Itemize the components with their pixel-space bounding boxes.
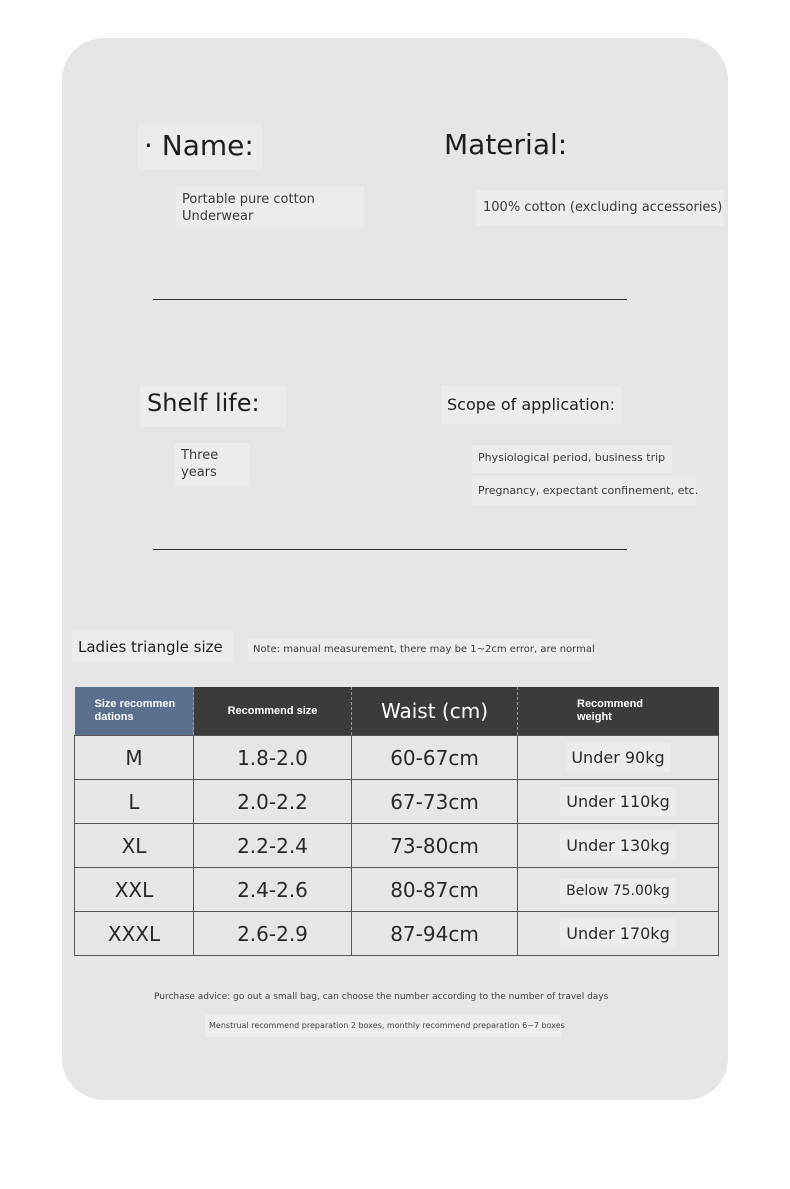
table-row: [75, 780, 719, 824]
table-row: [75, 868, 719, 912]
shelf-label: Shelf life:: [147, 389, 260, 417]
scope-value-line1: Physiological period, business trip: [478, 451, 666, 464]
waist-cell: 67-73cm: [352, 780, 518, 824]
table-row: [75, 912, 719, 956]
waist-cell: 73-80cm: [352, 824, 518, 868]
header-col4-line2: weight: [577, 711, 612, 723]
box-recommendation: Menstrual recommend preparation 2 boxes, monthly recommend preparation 6~7 boxes: [209, 1021, 565, 1030]
waist-cell: 80-87cm: [352, 868, 518, 912]
waist-cell: 60-67cm: [352, 736, 518, 780]
size-table-header-row: [75, 687, 719, 736]
header-waist: Waist (cm): [352, 687, 518, 736]
size-cell: XXXL: [75, 912, 194, 956]
recommend-size-cell: 1.8-2.0: [194, 736, 352, 780]
size-cell: XL: [75, 824, 194, 868]
recommend-size-cell: 2.0-2.2: [194, 780, 352, 824]
scope-label: Scope of application:: [447, 395, 615, 414]
name-value-line2: Underwear: [182, 209, 254, 224]
size-table: [74, 687, 719, 956]
header-recommend-weight: [518, 687, 719, 736]
size-cell: XXL: [75, 868, 194, 912]
recommend-size-cell: 2.6-2.9: [194, 912, 352, 956]
scope-value-line2: Pregnancy, expectant confinement, etc.: [478, 484, 699, 497]
recommend-size-cell: 2.2-2.4: [194, 824, 352, 868]
table-row: [75, 736, 719, 780]
table-row: [75, 824, 719, 868]
weight-cell: Below 75.00kg: [518, 868, 719, 912]
weight-cell: Under 130kg: [518, 824, 719, 868]
material-value: 100% cotton (excluding accessories): [483, 200, 723, 215]
size-section-title: Ladies triangle size: [78, 638, 223, 656]
header-col1-line2: dations: [94, 711, 134, 723]
shelf-value-line1: Three: [181, 448, 219, 463]
header-recommend-size: Recommend size: [194, 687, 352, 736]
shelf-value: [181, 447, 218, 481]
header-size-recommendations: [75, 687, 194, 736]
recommend-size-cell: 2.4-2.6: [194, 868, 352, 912]
size-cell: L: [75, 780, 194, 824]
name-label: · Name:: [144, 129, 254, 162]
divider-2: [153, 549, 627, 550]
waist-cell: 87-94cm: [352, 912, 518, 956]
header-col1-line1: Size recommen: [94, 698, 176, 710]
weight-cell: Under 170kg: [518, 912, 719, 956]
weight-cell: Under 90kg: [518, 736, 719, 780]
size-note: Note: manual measurement, there may be 1~2cm error, are normal: [253, 644, 595, 655]
name-value: [182, 191, 315, 225]
header-col4-line1: Recommend: [577, 698, 644, 710]
material-label: Material:: [444, 128, 568, 161]
shelf-value-line2: years: [181, 465, 217, 480]
weight-cell: Under 110kg: [518, 780, 719, 824]
divider-1: [153, 299, 627, 300]
name-value-line1: Portable pure cotton: [182, 192, 315, 207]
size-cell: M: [75, 736, 194, 780]
purchase-advice: Purchase advice: go out a small bag, can choose the number according to the number of travel days: [154, 992, 609, 1002]
